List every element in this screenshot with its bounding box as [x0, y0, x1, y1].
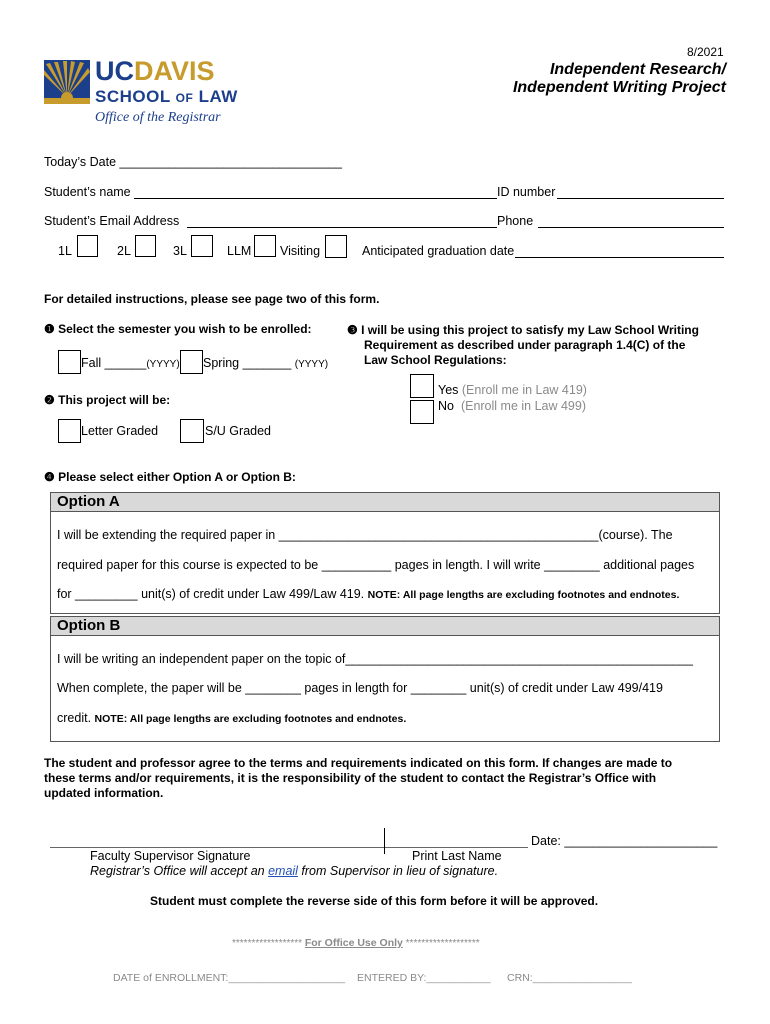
option-b-line3-text: credit. [57, 711, 92, 725]
signature-date[interactable]: Date: ______________________ [531, 834, 718, 848]
option-a-title: Option A [51, 493, 719, 512]
reverse-side-note: Student must complete the reverse side of this form before it will be approved. [150, 894, 599, 908]
option-a-line2[interactable]: required paper for this course is expected to be __________ pages in length. I will write ________ additional pages [57, 558, 695, 572]
agreement-line1: The student and professor agree to the terms and requirements indicated on this form. If changes are made to [44, 756, 673, 770]
phone-input[interactable] [538, 227, 724, 228]
su-graded-checkbox[interactable] [180, 419, 204, 443]
writing-req-line2: Requirement as described under paragraph 1.4(C) of the [364, 338, 686, 352]
bullet-2-icon: ❷ [44, 393, 55, 407]
signature-divider [384, 828, 385, 854]
writing-req-no-checkbox[interactable] [410, 400, 434, 424]
spring-text: Spring _______ [203, 356, 292, 370]
signature-line[interactable] [50, 847, 528, 848]
print-last-name-label: Print Last Name [412, 849, 502, 863]
office-entered-by[interactable]: ENTERED BY:___________ [357, 972, 491, 984]
class-visiting-checkbox[interactable] [325, 235, 347, 258]
yes-note: (Enroll me in Law 419) [461, 383, 587, 397]
anticipated-grad-input[interactable] [515, 257, 724, 258]
ucdavis-sunburst-logo-icon [44, 60, 90, 104]
bullet-4-icon: ❹ [44, 470, 55, 484]
no-note: (Enroll me in Law 499) [460, 399, 586, 413]
fall-field [81, 356, 180, 370]
instructions-text: For detailed instructions, please see page two of this form. [44, 292, 380, 306]
grading-heading-text: This project will be: [58, 393, 171, 407]
logo-uc-text: UC [95, 56, 134, 86]
logo-law-text: LAW [198, 87, 238, 106]
class-3l-label: 3L [173, 244, 187, 258]
agreement-line2: these terms and/or requirements, it is the responsibility of the student to contact the Registrar’s Office with [44, 771, 657, 785]
class-2l-checkbox[interactable] [135, 235, 156, 257]
logo-school-of-law [95, 87, 238, 107]
writing-req-line1 [347, 323, 699, 337]
semester-heading [44, 322, 312, 336]
logo-office-registrar: Office of the Registrar [95, 110, 221, 125]
logo-school-text: SCHOOL [95, 87, 171, 106]
email-label: Student’s Email Address [44, 214, 180, 228]
office-use-header [232, 937, 480, 949]
su-graded-label: S/U Graded [205, 424, 272, 438]
writing-req-line3: Law School Regulations: [364, 353, 507, 367]
fall-checkbox[interactable] [58, 350, 81, 374]
logo-ucdavis [95, 56, 215, 87]
letter-graded-label: Letter Graded [81, 424, 159, 438]
office-stars-left: ****************** [232, 938, 303, 949]
class-1l-checkbox[interactable] [77, 235, 98, 257]
office-use-label: For Office Use Only [304, 937, 403, 949]
writing-req-yes [438, 383, 587, 397]
logo-of-text: OF [175, 91, 194, 105]
option-b-line1[interactable]: I will be writing an independent paper on the topic of__________________________________________________ [57, 652, 693, 666]
fall-yyyy: (YYYY) [146, 359, 180, 370]
option-a-note: NOTE: All page lengths are excluding footnotes and endnotes. [367, 589, 680, 601]
class-3l-checkbox[interactable] [191, 235, 213, 257]
logo-davis-text: DAVIS [134, 56, 215, 86]
option-a-line3[interactable] [57, 587, 679, 601]
bullet-1-icon: ❶ [44, 322, 55, 336]
writing-req-yes-checkbox[interactable] [410, 374, 434, 398]
faculty-signature-label: Faculty Supervisor Signature [90, 849, 251, 863]
class-1l-label: 1L [58, 244, 72, 258]
form-title-line2: Independent Writing Project [512, 79, 726, 96]
fall-text: Fall ______ [81, 356, 147, 370]
student-name-label: Student’s name [44, 185, 131, 199]
letter-graded-checkbox[interactable] [58, 419, 81, 443]
email-note-pre: Registrar’s Office will accept an [90, 864, 269, 878]
option-b-title: Option B [51, 617, 719, 636]
no-text: No [438, 399, 454, 413]
class-2l-label: 2L [117, 244, 131, 258]
office-crn[interactable]: CRN:_________________ [507, 972, 632, 984]
option-a-line3-text: for _________ unit(s) of credit under Law 499/Law 419. [57, 587, 365, 601]
spring-field [203, 356, 328, 370]
id-number-label: ID number [497, 185, 556, 199]
office-enrollment-date[interactable]: DATE of ENROLLMENT:____________________ [113, 972, 346, 984]
option-b-line3 [57, 711, 406, 725]
option-select-text: Please select either Option A or Option B: [58, 470, 296, 484]
bullet-3-icon: ❸ [347, 323, 358, 337]
writing-req-no [438, 399, 586, 413]
student-name-input[interactable] [134, 198, 497, 199]
grading-heading [44, 393, 170, 407]
spring-yyyy: (YYYY) [294, 359, 329, 370]
yes-text: Yes [438, 383, 459, 397]
spring-checkbox[interactable] [180, 350, 203, 374]
todays-date-field[interactable]: Today’s Date ________________________________ [44, 155, 342, 169]
id-number-input[interactable] [557, 198, 724, 199]
class-llm-checkbox[interactable] [254, 235, 276, 257]
form-title-line1: Independent Research/ [549, 61, 726, 78]
anticipated-grad-label: Anticipated graduation date [362, 244, 515, 258]
agreement-line3: updated information. [44, 786, 164, 800]
office-stars-right: ******************* [405, 938, 480, 949]
email-accept-note [90, 864, 498, 878]
email-input[interactable] [187, 227, 497, 228]
option-b-line2[interactable]: When complete, the paper will be ________ pages in length for ________ unit(s) of credit under Law 499/419 [57, 681, 663, 695]
form-date-code: 8/2021 [687, 45, 724, 59]
option-b-note: NOTE: All page lengths are excluding footnotes and endnotes. [94, 713, 407, 725]
class-visiting-label: Visiting [280, 244, 321, 258]
email-link[interactable]: email [268, 864, 298, 878]
option-select-heading [44, 470, 296, 484]
email-note-post: from Supervisor in lieu of signature. [297, 864, 499, 878]
semester-heading-text: Select the semester you wish to be enrolled: [58, 322, 312, 336]
option-a-line1[interactable]: I will be extending the required paper in ______________________________________________(course). The [57, 528, 673, 542]
phone-label: Phone [497, 214, 534, 228]
writing-req-text1: I will be using this project to satisfy my Law School Writing [361, 323, 699, 337]
class-llm-label: LLM [227, 244, 252, 258]
